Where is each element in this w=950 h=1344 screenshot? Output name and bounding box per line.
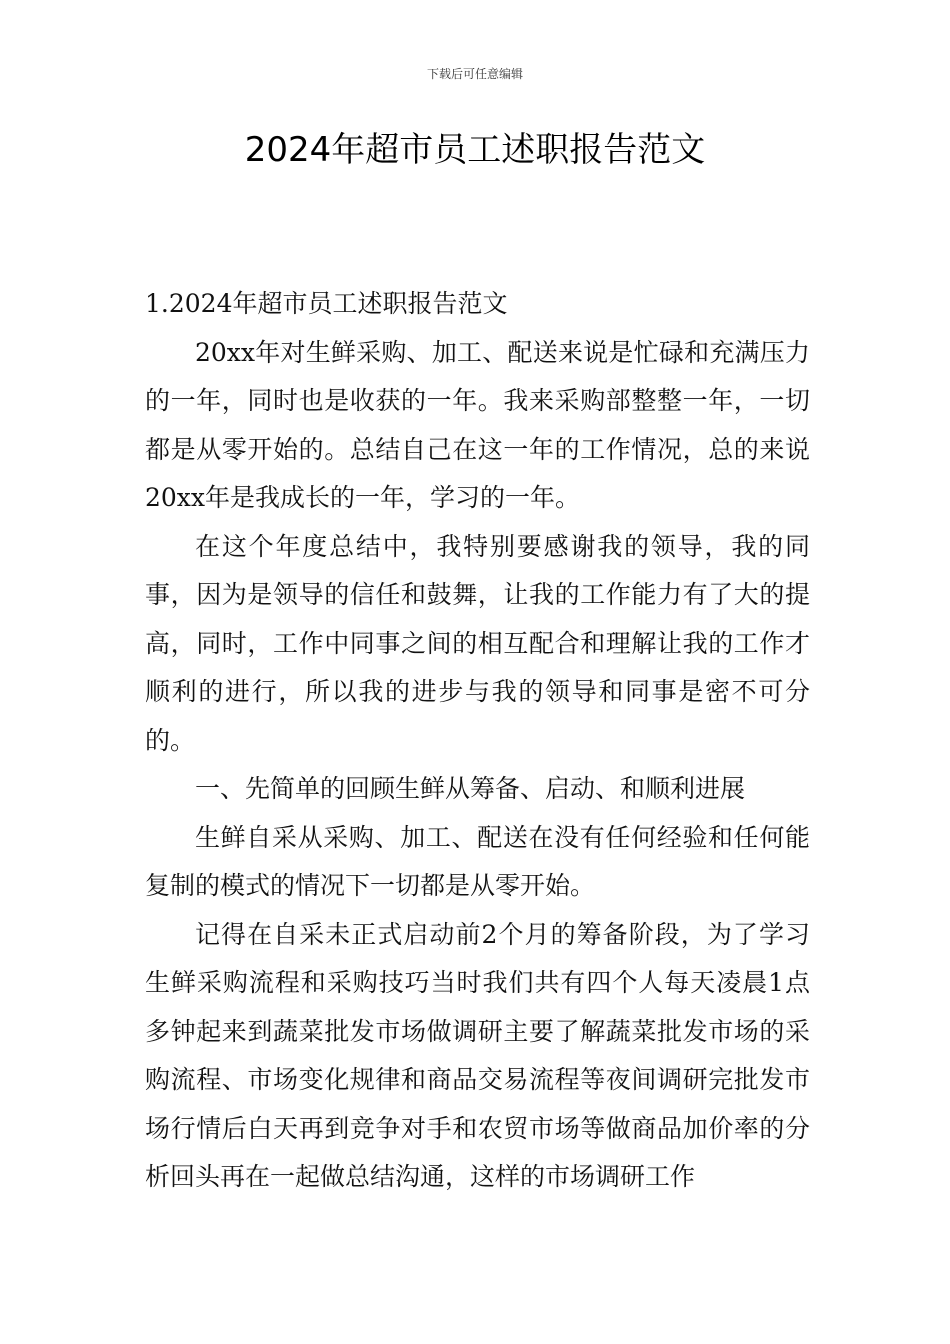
paragraph-1: 20xx年对生鲜采购、加工、配送来说是忙碌和充满压力的一年，同时也是收获的一年。我来采购部整整一年，一切都是从零开始的。总结自己在这一年的工作情况，总的来说20xx年是我成长的一年，学习的一年。 xyxy=(145,337,810,512)
paragraph-3-subheading: 一、先简单的回顾生鲜从筹备、启动、和顺利进展 xyxy=(195,774,746,803)
paragraph-2: 在这个年度总结中，我特别要感谢我的领导，我的同事，因为是领导的信任和鼓舞，让我的工作能力有了大的提高，同时，工作中同事之间的相互配合和理解让我的工作才顺利的进行，所以我的进步与我的领导和同事是密不可分的。 xyxy=(145,531,810,755)
page-header-note: 下载后可任意编辑 xyxy=(426,67,523,81)
paragraph-4: 生鲜自采从采购、加工、配送在没有任何经验和任何能复制的模式的情况下一切都是从零开始。 xyxy=(145,822,810,900)
paragraph-5: 记得在自采未正式启动前2个月的筹备阶段，为了学习生鲜采购流程和采购技巧当时我们共有四个人每天凌晨1点多钟起来到蔬菜批发市场做调研主要了解蔬菜批发市场的采购流程、市场变化规律和商品交易流程等夜间调研完批发市场行情后白天再到竞争对手和农贸市场等做商品加价率的分析回头再在一起做总结沟通，这样的市场调研工作 xyxy=(145,919,810,1191)
document-title: 2024年超市员工述职报告范文 xyxy=(244,130,706,170)
document-body xyxy=(145,280,810,1202)
section-heading: 1.2024年超市员工述职报告范文 xyxy=(145,289,508,318)
